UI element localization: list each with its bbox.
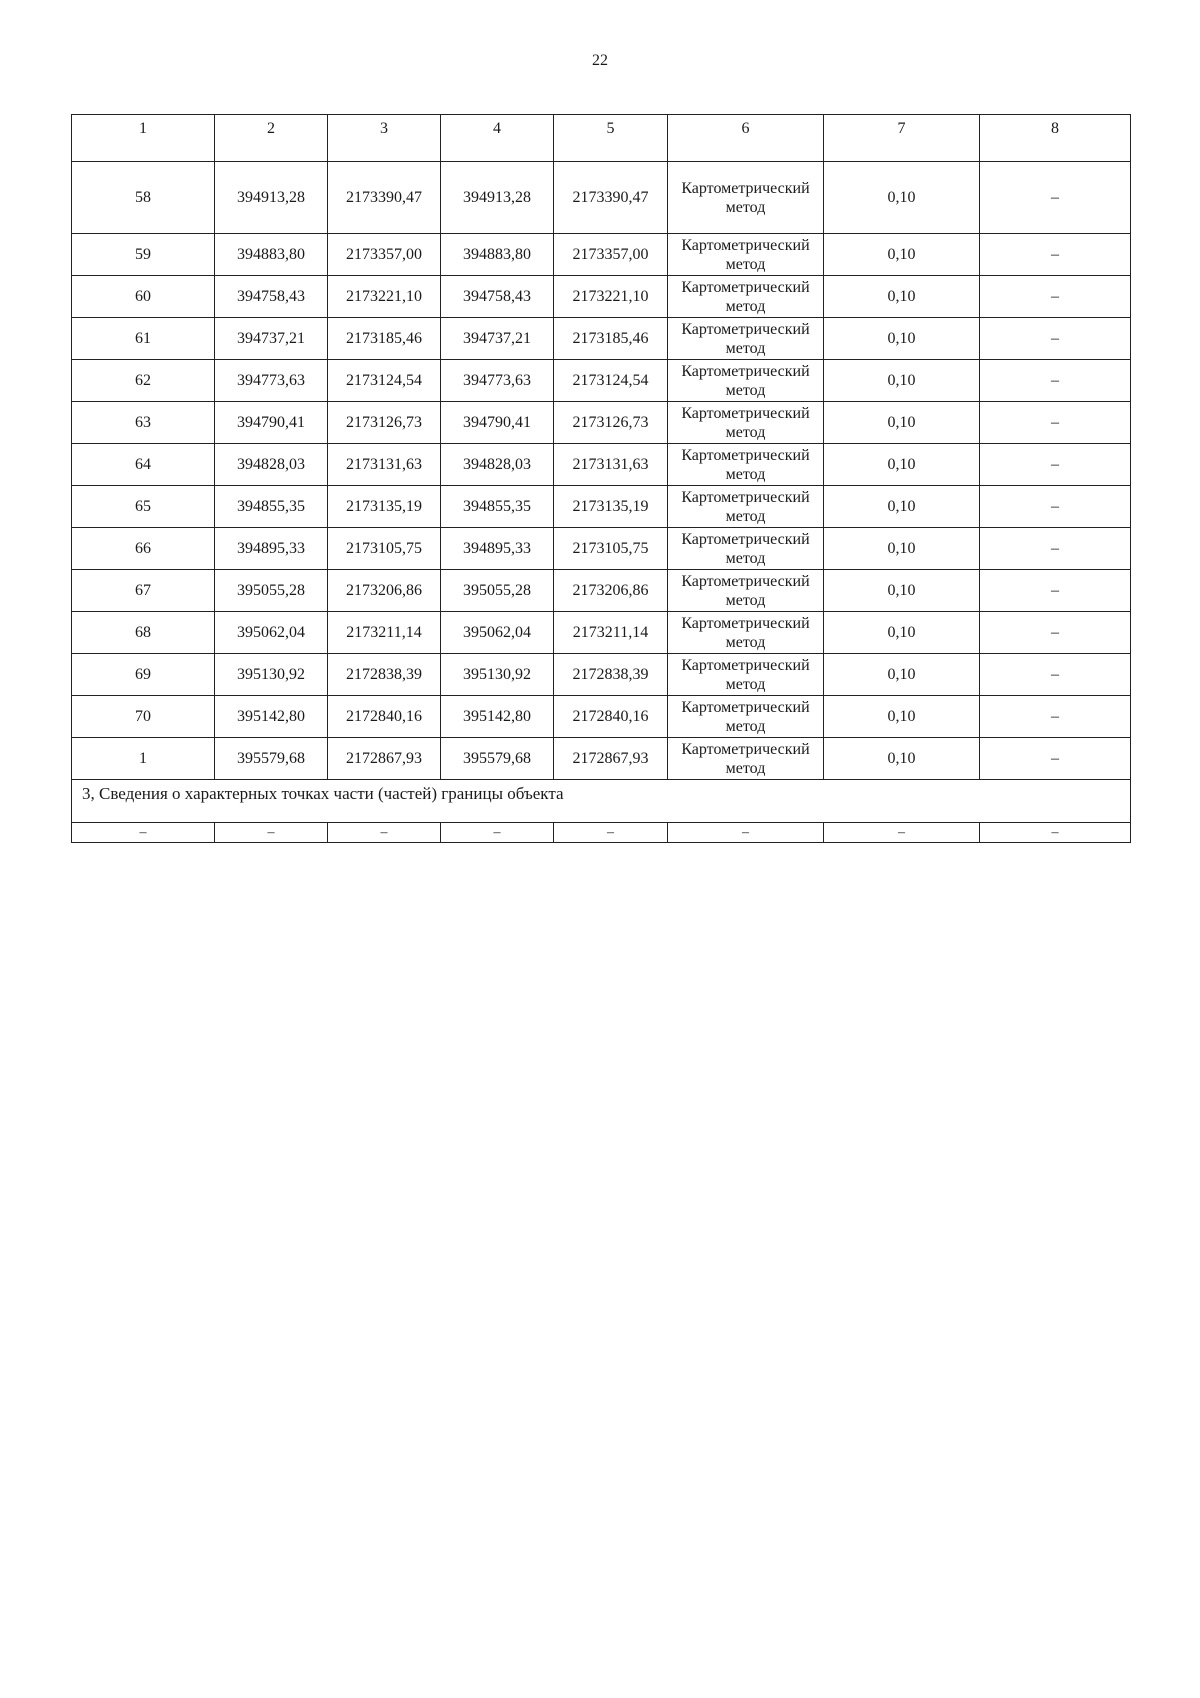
table-cell: Картометрический метод xyxy=(668,276,824,318)
table-cell: 2173211,14 xyxy=(328,612,441,654)
table-row xyxy=(72,276,1131,318)
column-header: 6 xyxy=(668,115,824,162)
table-row xyxy=(72,654,1131,696)
table-cell: 0,10 xyxy=(824,528,980,570)
table-cell: 2173105,75 xyxy=(554,528,668,570)
table-cell: 2173131,63 xyxy=(328,444,441,486)
table-cell: 0,10 xyxy=(824,162,980,234)
table-cell: 394913,28 xyxy=(441,162,554,234)
table-cell: – xyxy=(980,162,1131,234)
table-cell: 2173135,19 xyxy=(328,486,441,528)
table-row xyxy=(72,318,1131,360)
table-cell: Картометрический метод xyxy=(668,528,824,570)
table-cell: 2173124,54 xyxy=(328,360,441,402)
table-row xyxy=(72,360,1131,402)
table-cell: 59 xyxy=(72,234,215,276)
table-header-row xyxy=(72,115,1131,162)
table-cell: Картометрический метод xyxy=(668,402,824,444)
table-cell: Картометрический метод xyxy=(668,360,824,402)
table-cell: – xyxy=(554,823,668,843)
table-cell: 394790,41 xyxy=(215,402,328,444)
table-cell: 394773,63 xyxy=(441,360,554,402)
table-cell: – xyxy=(980,276,1131,318)
table-cell: 0,10 xyxy=(824,570,980,612)
table-cell: 0,10 xyxy=(824,276,980,318)
table-cell: Картометрический метод xyxy=(668,162,824,234)
table-cell: 2173206,86 xyxy=(328,570,441,612)
table-cell: 2173221,10 xyxy=(554,276,668,318)
table-cell: 68 xyxy=(72,612,215,654)
table-cell: 0,10 xyxy=(824,360,980,402)
table-cell: Картометрический метод xyxy=(668,654,824,696)
table-cell: – xyxy=(328,823,441,843)
table-cell: – xyxy=(980,486,1131,528)
table-row xyxy=(72,486,1131,528)
table-cell: 2173185,46 xyxy=(554,318,668,360)
column-header: 2 xyxy=(215,115,328,162)
table-cell: 394828,03 xyxy=(441,444,554,486)
table-cell: 2173206,86 xyxy=(554,570,668,612)
table-cell: 394773,63 xyxy=(215,360,328,402)
section-title: 3, Сведения о характерных точках части (частей) границы объекта xyxy=(72,780,1131,823)
table-cell: – xyxy=(980,528,1131,570)
table-cell: 2173390,47 xyxy=(554,162,668,234)
table-cell: 0,10 xyxy=(824,738,980,780)
table-cell: 2172838,39 xyxy=(554,654,668,696)
table-cell: 2173185,46 xyxy=(328,318,441,360)
table-cell: 394895,33 xyxy=(441,528,554,570)
table-row xyxy=(72,612,1131,654)
table-row xyxy=(72,234,1131,276)
table-cell: – xyxy=(980,654,1131,696)
table-cell: 395579,68 xyxy=(215,738,328,780)
column-header: 7 xyxy=(824,115,980,162)
table-cell: 394913,28 xyxy=(215,162,328,234)
table-cell: 394855,35 xyxy=(441,486,554,528)
page-number: 22 xyxy=(592,52,608,69)
column-header: 8 xyxy=(980,115,1131,162)
table-row xyxy=(72,444,1131,486)
table-cell: 0,10 xyxy=(824,486,980,528)
table-cell: 394737,21 xyxy=(441,318,554,360)
empty-data-row xyxy=(72,823,1131,843)
table-cell: 2173135,19 xyxy=(554,486,668,528)
table-cell: 2173357,00 xyxy=(328,234,441,276)
table-cell: – xyxy=(980,444,1131,486)
table-cell: – xyxy=(980,612,1131,654)
table-cell: 62 xyxy=(72,360,215,402)
table-cell: Картометрический метод xyxy=(668,738,824,780)
table-row xyxy=(72,696,1131,738)
table-cell: – xyxy=(980,696,1131,738)
table-cell: 395142,80 xyxy=(441,696,554,738)
table-cell: 395130,92 xyxy=(215,654,328,696)
table-cell: 394828,03 xyxy=(215,444,328,486)
column-header: 1 xyxy=(72,115,215,162)
table-cell: Картометрический метод xyxy=(668,486,824,528)
coordinates-table xyxy=(71,114,1131,843)
table-cell: 2172867,93 xyxy=(554,738,668,780)
table-cell: – xyxy=(980,360,1131,402)
column-header: 5 xyxy=(554,115,668,162)
table-cell: 0,10 xyxy=(824,444,980,486)
table-cell: – xyxy=(215,823,328,843)
table-cell: 395579,68 xyxy=(441,738,554,780)
table-cell: 394790,41 xyxy=(441,402,554,444)
table-cell: 2173221,10 xyxy=(328,276,441,318)
table-cell: Картометрический метод xyxy=(668,444,824,486)
table-cell: 395142,80 xyxy=(215,696,328,738)
table-cell: 2172840,16 xyxy=(554,696,668,738)
table-cell: 61 xyxy=(72,318,215,360)
table-cell: – xyxy=(824,823,980,843)
table-cell: 394758,43 xyxy=(215,276,328,318)
table-cell: 2173390,47 xyxy=(328,162,441,234)
table-cell: 395130,92 xyxy=(441,654,554,696)
table-cell: 69 xyxy=(72,654,215,696)
table-cell: – xyxy=(980,738,1131,780)
table-row xyxy=(72,402,1131,444)
table-cell: 70 xyxy=(72,696,215,738)
table-cell: 1 xyxy=(72,738,215,780)
table-cell: – xyxy=(668,823,824,843)
table-cell: 58 xyxy=(72,162,215,234)
table-cell: 395062,04 xyxy=(215,612,328,654)
table-cell: 395062,04 xyxy=(441,612,554,654)
table-cell: – xyxy=(980,402,1131,444)
table-cell: 2173126,73 xyxy=(328,402,441,444)
table-cell: 394895,33 xyxy=(215,528,328,570)
table-cell: 394737,21 xyxy=(215,318,328,360)
table-cell: 2172838,39 xyxy=(328,654,441,696)
table-row xyxy=(72,570,1131,612)
table-cell: 2173124,54 xyxy=(554,360,668,402)
table-cell: 0,10 xyxy=(824,234,980,276)
column-header: 4 xyxy=(441,115,554,162)
table-cell: – xyxy=(980,318,1131,360)
table-cell: 2173126,73 xyxy=(554,402,668,444)
table-cell: – xyxy=(441,823,554,843)
table-cell: – xyxy=(980,570,1131,612)
table-cell: 2173131,63 xyxy=(554,444,668,486)
table-cell: Картометрический метод xyxy=(668,570,824,612)
table-cell: – xyxy=(72,823,215,843)
table-cell: 0,10 xyxy=(824,612,980,654)
table-row xyxy=(72,528,1131,570)
table-row xyxy=(72,162,1131,234)
table-cell: 2173357,00 xyxy=(554,234,668,276)
table-cell: 394855,35 xyxy=(215,486,328,528)
table-cell: 66 xyxy=(72,528,215,570)
table-cell: Картометрический метод xyxy=(668,696,824,738)
table-cell: 2172867,93 xyxy=(328,738,441,780)
table-cell: Картометрический метод xyxy=(668,234,824,276)
table-cell: Картометрический метод xyxy=(668,318,824,360)
table-cell: 395055,28 xyxy=(215,570,328,612)
column-header: 3 xyxy=(328,115,441,162)
table-cell: 0,10 xyxy=(824,654,980,696)
table-cell: 395055,28 xyxy=(441,570,554,612)
table-cell: 2173105,75 xyxy=(328,528,441,570)
table-cell: 65 xyxy=(72,486,215,528)
table-cell: 394883,80 xyxy=(215,234,328,276)
table-cell: – xyxy=(980,823,1131,843)
section-row xyxy=(72,780,1131,823)
table-row xyxy=(72,738,1131,780)
table-cell: – xyxy=(980,234,1131,276)
table-cell: Картометрический метод xyxy=(668,612,824,654)
table-cell: 0,10 xyxy=(824,318,980,360)
table-cell: 64 xyxy=(72,444,215,486)
table-cell: 394883,80 xyxy=(441,234,554,276)
table-cell: 67 xyxy=(72,570,215,612)
table-cell: 2172840,16 xyxy=(328,696,441,738)
table-cell: 0,10 xyxy=(824,402,980,444)
table-cell: 0,10 xyxy=(824,696,980,738)
table-cell: 2173211,14 xyxy=(554,612,668,654)
table-cell: 60 xyxy=(72,276,215,318)
table-cell: 394758,43 xyxy=(441,276,554,318)
table-cell: 63 xyxy=(72,402,215,444)
